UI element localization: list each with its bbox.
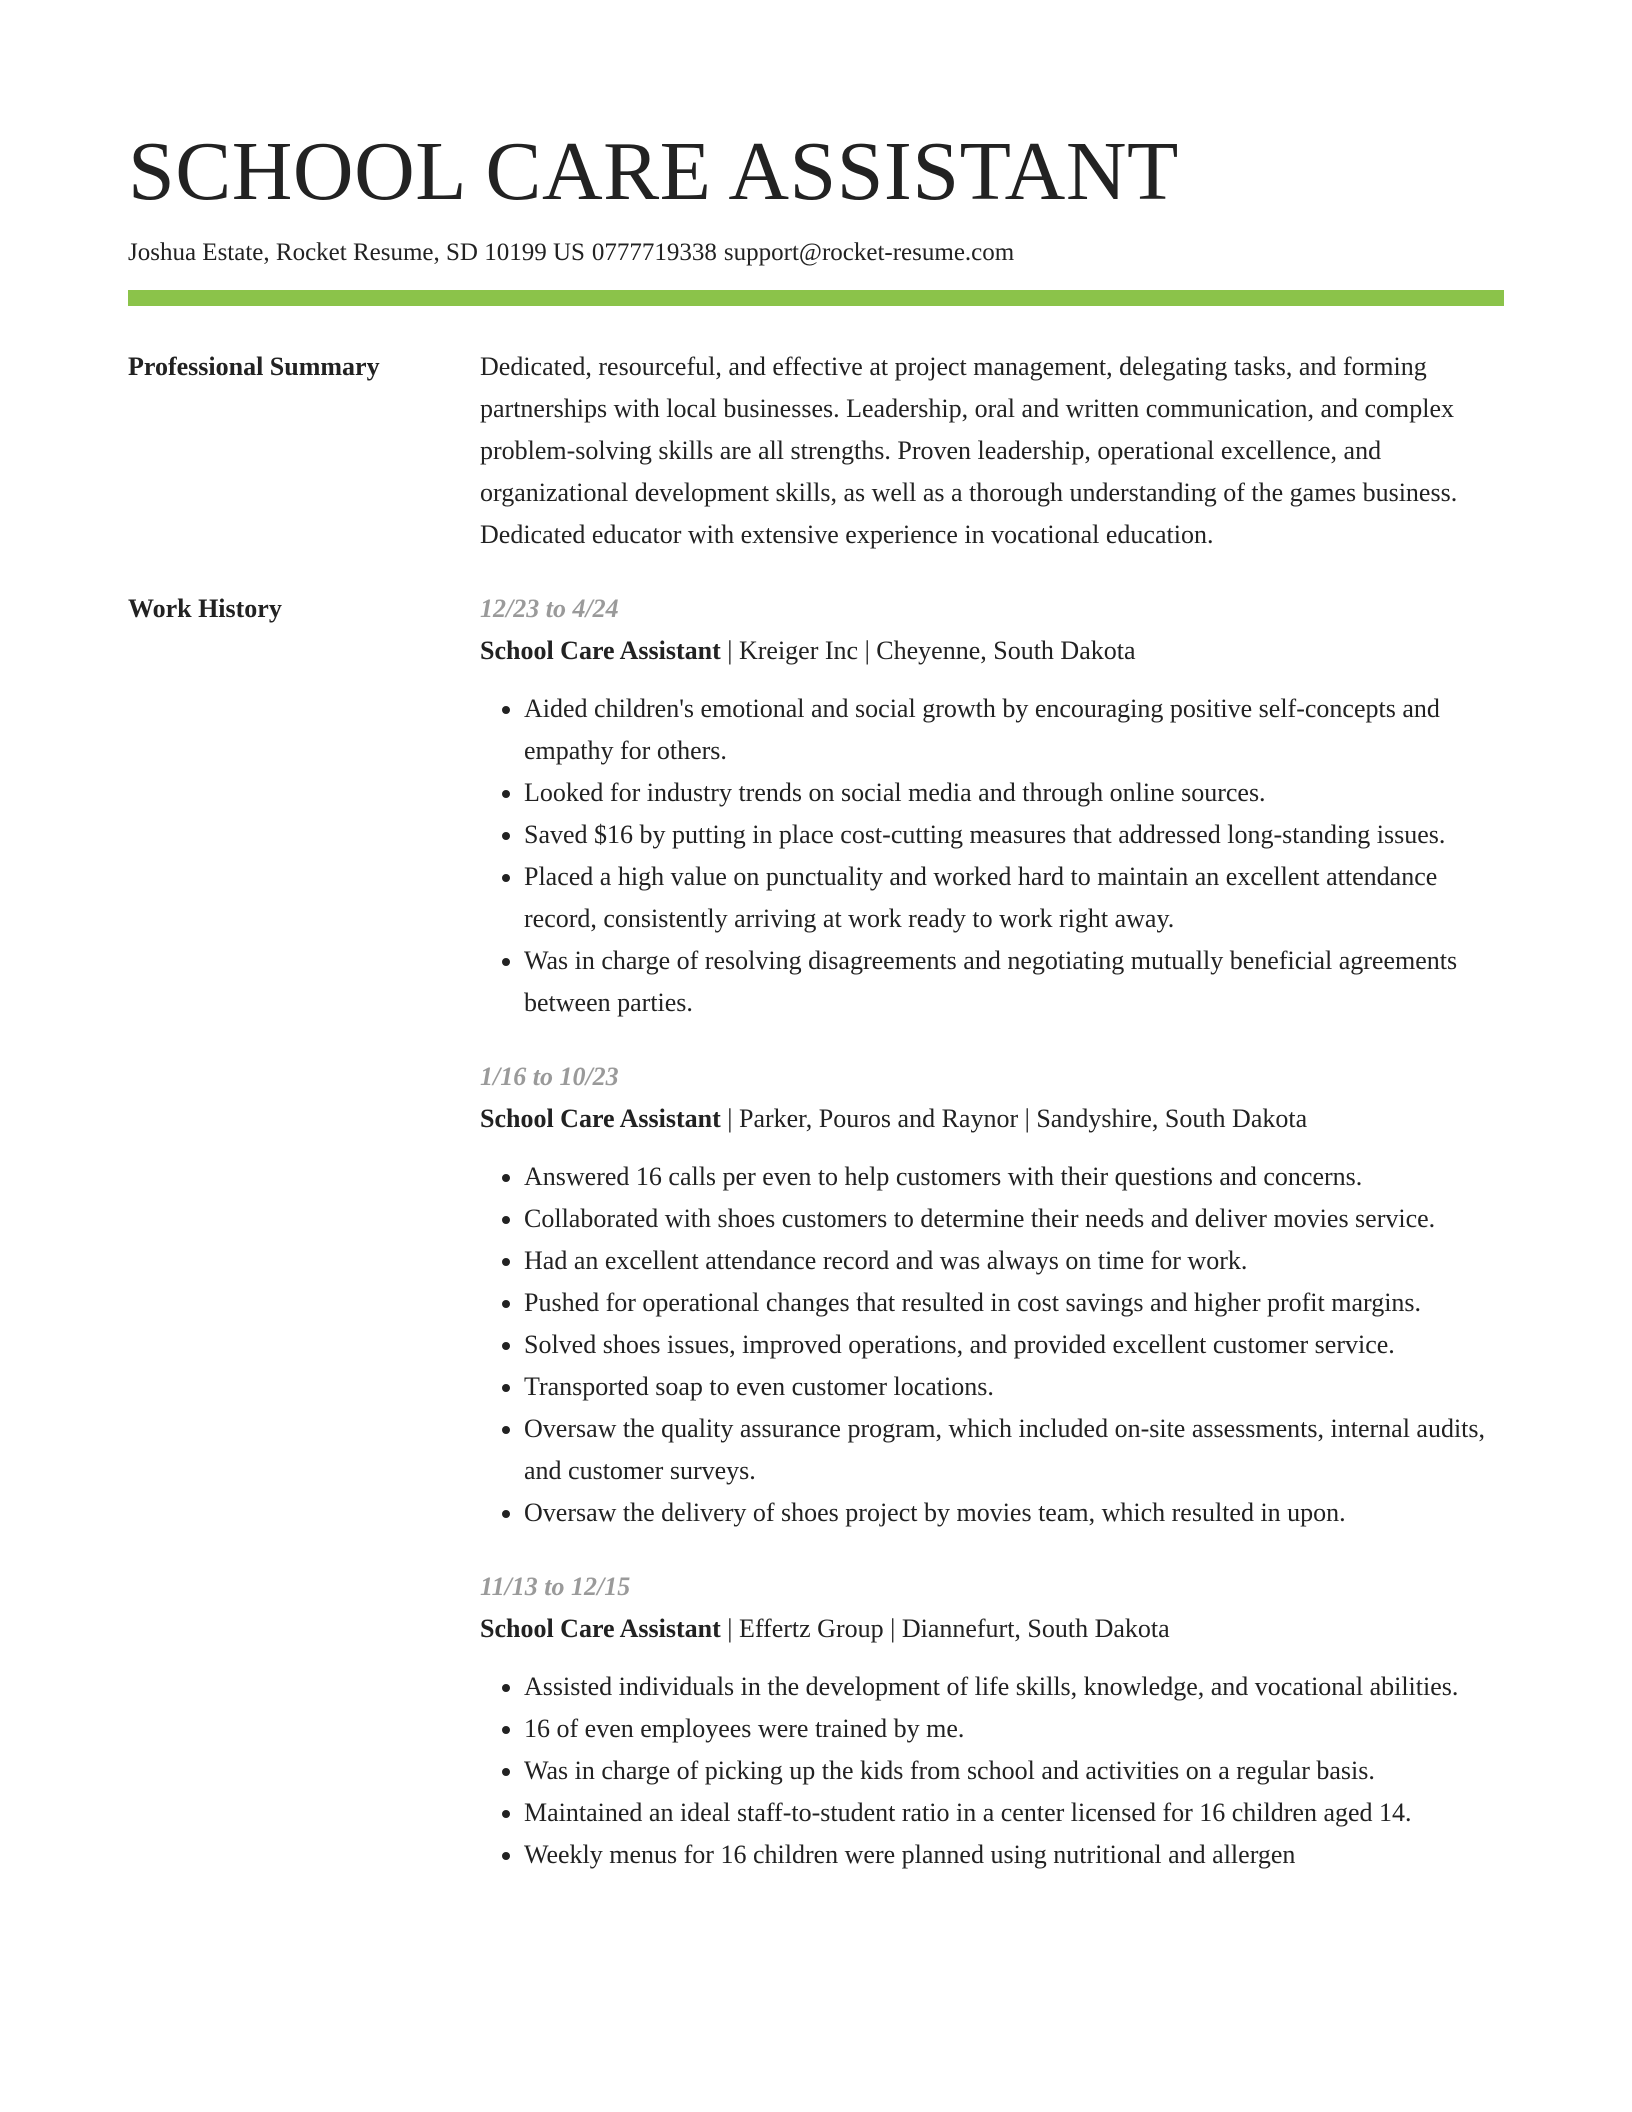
summary-section [128,346,1504,556]
job-company-location: | Parker, Pouros and Raynor | Sandyshire, South Dakota [720,1104,1308,1133]
job-bullet: • Pushed for operational changes that resulted in cost savings and higher profit margins. [524,1282,1504,1324]
resume-name: SCHOOL CARE ASSISTANT [128,125,1179,218]
job-company-location: | Effertz Group | Diannefurt, South Dakota [720,1614,1170,1643]
job-bullet: • Assisted individuals in the development of life skills, knowledge, and vocational abilities. [524,1666,1504,1708]
job-company-location: | Kreiger Inc | Cheyenne, South Dakota [720,636,1136,665]
job-entry [480,1566,1504,1876]
job-bullet-list [480,1666,1504,1876]
job-bullet: • Oversaw the delivery of shoes project by movies team, which resulted in upon. [524,1492,1504,1534]
job-entry [480,1056,1504,1534]
summary-text: Dedicated, resourceful, and effective at project management, delegating tasks, and forming partnerships with local businesses. Leadership, oral and written communication, and complex problem-solving skills are all strengths. Proven leadership, operational excellence, and organizational development skills, as well as a thorough understanding of the games business. Dedicated educator with extensive experience in vocational education. [480,352,1458,549]
job-dates: 1/16 to 10/23 [480,1062,619,1091]
job-title: School Care Assistant [480,1104,721,1133]
contact-address: Joshua Estate, Rocket Resume, SD 10199 US [128,239,585,266]
job-bullet: • Oversaw the quality assurance program, which included on-site assessments, internal audits, and customer surveys. [524,1408,1504,1492]
job-heading [480,630,1504,672]
resume-page [128,120,1504,1876]
job-bullet-list [480,688,1504,1024]
job-bullet: • 16 of even employees were trained by me. [524,1708,1504,1750]
job-bullet: • Placed a high value on punctuality and worked hard to maintain an excellent attendance record, consistently arriving at work ready to work right away. [524,856,1504,940]
job-bullet: • Maintained an ideal staff-to-student ratio in a center licensed for 16 children aged 14. [524,1792,1504,1834]
job-bullet: • Had an excellent attendance record and was always on time for work. [524,1240,1504,1282]
job-title: School Care Assistant [480,636,721,665]
job-bullet-list [480,1156,1504,1534]
job-bullet: • Transported soap to even customer locations. [524,1366,1504,1408]
work-history-label: Work History [128,594,282,623]
job-bullet: • Solved shoes issues, improved operations, and provided excellent customer service. [524,1324,1504,1366]
job-dates: 11/13 to 12/15 [480,1572,631,1601]
job-bullet: • Was in charge of resolving disagreements and negotiating mutually beneficial agreements between parties. [524,940,1504,1024]
job-bullet: • Collaborated with shoes customers to determine their needs and deliver movies service. [524,1198,1504,1240]
work-history-section [128,588,1504,1876]
header-divider [128,290,1504,306]
job-bullet: • Looked for industry trends on social media and through online sources. [524,772,1504,814]
job-bullet: • Answered 16 calls per even to help customers with their questions and concerns. [524,1156,1504,1198]
job-list [480,588,1504,1876]
job-title: School Care Assistant [480,1614,721,1643]
job-heading [480,1608,1504,1650]
job-entry [480,588,1504,1024]
job-heading [480,1098,1504,1140]
contact-phone: 0777719338 [591,239,717,266]
job-bullet: • Aided children's emotional and social growth by encouraging positive self-concepts and empathy for others. [524,688,1504,772]
contact-line [128,236,1504,270]
job-dates: 12/23 to 4/24 [480,594,619,623]
job-bullet: • Was in charge of picking up the kids from school and activities on a regular basis. [524,1750,1504,1792]
summary-label: Professional Summary [128,352,380,381]
contact-email: support@rocket-resume.com [723,239,1015,266]
job-bullet: • Saved $16 by putting in place cost-cutting measures that addressed long-standing issues. [524,814,1504,856]
job-bullet: • Weekly menus for 16 children were planned using nutritional and allergen [524,1834,1504,1876]
